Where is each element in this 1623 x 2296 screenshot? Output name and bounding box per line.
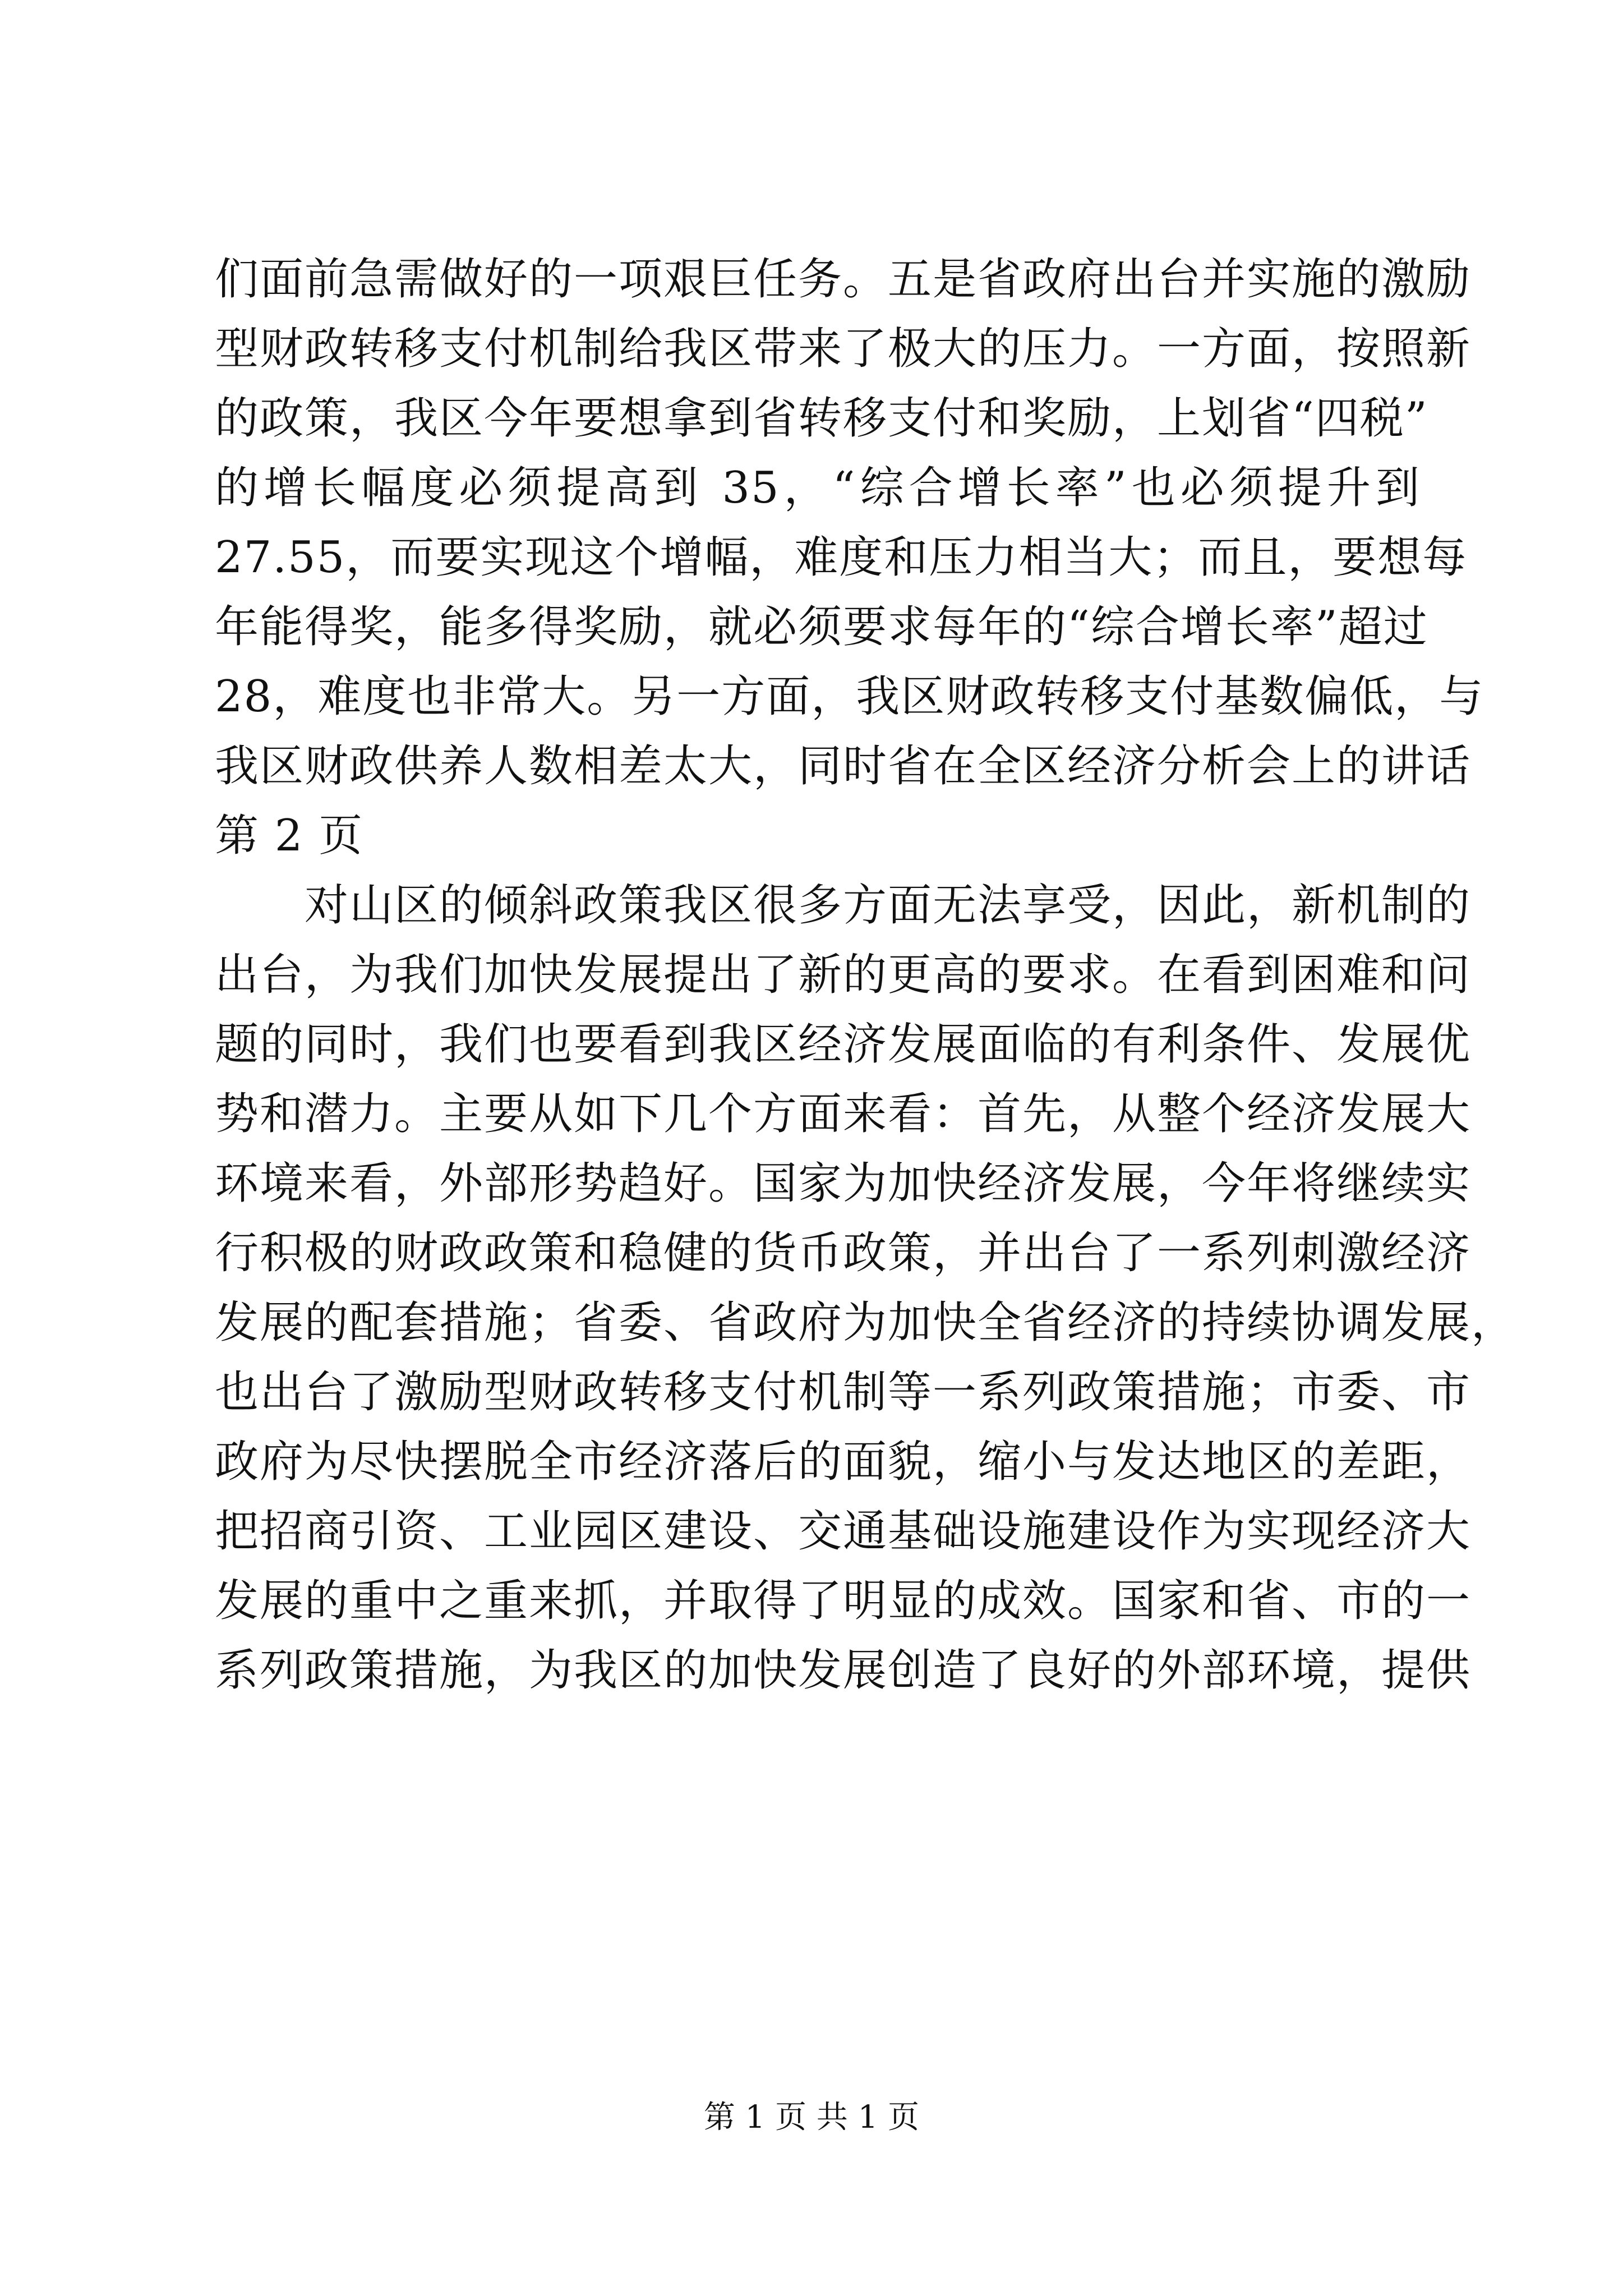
body-text: [215, 245, 1516, 1705]
paragraph: [215, 871, 1516, 1705]
text-line: 出台，为我们加快发展提出了新的更高的要求。在看到困难和问: [215, 950, 1472, 1000]
page-marker: 第 2 页: [215, 811, 364, 861]
text-line: 发展的配套措施；省委、省政府为加快全省经济的持续协调发展，: [215, 1297, 1516, 1348]
text-line: 政府为尽快摆脱全市经济落后的面貌，缩小与发达地区的差距，: [215, 1437, 1472, 1487]
text-line: 环境来看，外部形势趋好。国家为加快经济发展，今年将继续实: [215, 1158, 1472, 1209]
text-line: 对山区的倾斜政策我区很多方面无法享受，因此，新机制的: [305, 880, 1472, 931]
paragraph: [215, 245, 1484, 871]
page-footer: 第 1 页 共 1 页: [703, 2099, 920, 2136]
text-line: 把招商引资、工业园区建设、交通基础设施建设作为实现经济大: [215, 1506, 1472, 1557]
text-line: 势和潜力。主要从如下几个方面来看：首先，从整个经济发展大: [215, 1089, 1472, 1139]
text-line: 也出台了激励型财政转移支付机制等一系列政策措施；市委、市: [215, 1367, 1472, 1418]
text-line: 系列政策措施，为我区的加快发展创造了良好的外部环境，提供: [215, 1645, 1472, 1696]
text-line: 的政策，我区今年要想拿到省转移支付和奖励，上划省“四税”: [215, 393, 1428, 444]
text-line: 发展的重中之重来抓，并取得了明显的成效。国家和省、市的一: [215, 1576, 1472, 1626]
text-line: 28，难度也非常大。另一方面，我区财政转移支付基数偏低，与: [215, 671, 1484, 722]
text-line: 行积极的财政政策和稳健的货币政策，并出台了一系列刺激经济: [215, 1228, 1472, 1278]
text-line: 年能得奖，能多得奖励，就必须要求每年的“综合增长率”超过: [215, 602, 1428, 652]
text-line: 的增长幅度必须提高到 35，“综合增长率”也必须提升到: [215, 463, 1421, 513]
text-line: 27.55，而要实现这个增幅，难度和压力相当大；而且，要想每: [215, 532, 1468, 583]
text-line: 题的同时，我们也要看到我区经济发展面临的有利条件、发展优: [215, 1019, 1472, 1070]
text-line: 们面前急需做好的一项艰巨任务。五是省政府出台并实施的激励: [215, 254, 1472, 305]
text-line: 我区财政供养人数相差太大，同时省在全区经济分析会上的讲话: [215, 741, 1472, 792]
text-line: 型财政转移支付机制给我区带来了极大的压力。一方面，按照新: [215, 324, 1472, 374]
